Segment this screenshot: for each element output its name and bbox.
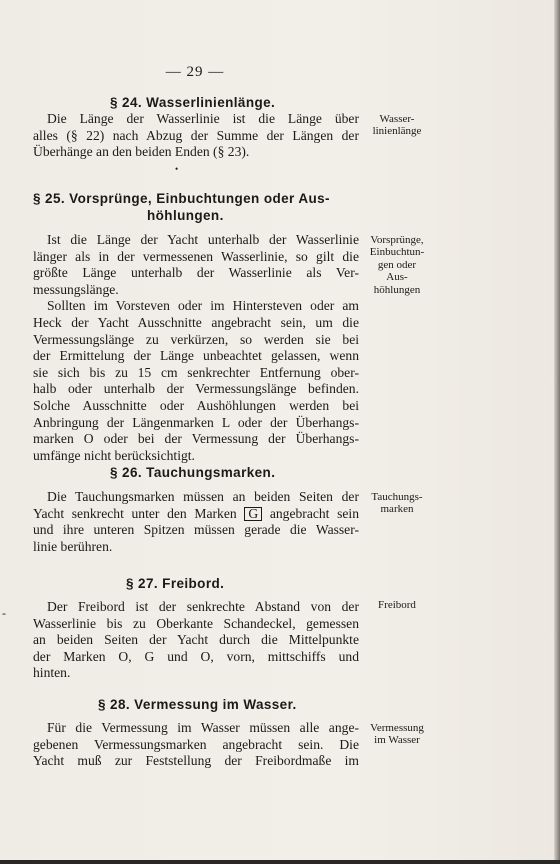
text-line: halb oder unterhalb der Vermessungslänge befinden. xyxy=(33,381,359,397)
text-fragment: Yacht senkrecht unter den Marken xyxy=(33,505,237,521)
text-line: Überhänge an den beiden Enden (§ 23). xyxy=(33,144,250,160)
text-line: Yacht muß zur Feststellung der Freibordmaße im xyxy=(33,753,359,769)
text-line: umfänge nicht berücksichtigt. xyxy=(33,447,195,463)
margin-line: gen oder xyxy=(377,258,417,271)
text-line: länger als in der vermessenen Wasserlinie, so gilt die xyxy=(33,248,359,264)
section-25-heading-line2: höhlungen. xyxy=(147,208,224,223)
margin-line: im Wasser xyxy=(374,734,420,747)
margin-line: marken xyxy=(380,503,414,516)
section-25-text xyxy=(33,232,359,464)
section-28-text xyxy=(33,720,359,770)
boxed-mark-g: G xyxy=(244,507,262,521)
text-line: marken O oder bei der Vermessung der Überhangs- xyxy=(33,431,359,447)
margin-line: Aus- xyxy=(386,271,408,284)
section-28-heading: § 28. Vermessung im Wasser. xyxy=(98,697,297,712)
text-line: Der Freibord ist der senkrechte Abstand von der xyxy=(47,599,359,614)
section-27-text xyxy=(33,599,359,682)
margin-line: Tauchungs- xyxy=(371,491,423,503)
text-line: Heck der Yacht Ausschnitte angebracht sein, um die xyxy=(33,314,359,330)
text-line: Solche Ausschnitte oder Aushöhlungen werden bei xyxy=(33,397,359,413)
text-line: linie berühren. xyxy=(33,538,113,554)
section-25-margin-note xyxy=(362,234,432,296)
margin-line: linienlänge xyxy=(372,125,422,138)
section-26-margin-note xyxy=(362,491,432,516)
ink-speck: • xyxy=(175,164,179,174)
text-line: Die Tauchungsmarken müssen an beiden Seiten der xyxy=(47,489,359,504)
section-24-margin-note xyxy=(362,113,432,138)
text-line: und ihre unteren Spitzen müssen gerade die Wasser- xyxy=(33,522,359,538)
text-line: alles (§ 22) nach Abzug der Summe der Längen der xyxy=(33,127,359,143)
text-line: messungslänge. xyxy=(33,281,119,297)
text-line: Sollten im Vorsteven oder im Hintersteven oder am xyxy=(47,298,359,314)
text-line: der Marken O, G und O, vorn, mittschiffs und xyxy=(33,648,359,664)
section-26-heading: § 26. Tauchungsmarken. xyxy=(110,465,276,480)
margin-line: Vorsprünge, xyxy=(370,234,424,246)
section-28-margin-note xyxy=(362,722,432,747)
section-24-text xyxy=(33,111,359,161)
text-line: hinten. xyxy=(33,665,71,681)
text-line: Ist die Länge der Yacht unterhalb der Wasserlinie xyxy=(47,232,359,247)
margin-mark: - xyxy=(2,606,6,620)
text-line xyxy=(33,506,359,523)
section-27-margin-note xyxy=(362,599,432,611)
page-edge-shadow xyxy=(554,0,560,864)
section-25-heading-line1: § 25. Vorsprünge, Einbuchtungen oder Aus- xyxy=(33,191,330,206)
section-26-text xyxy=(33,489,359,555)
text-line: Wasserlinie bis zu Oberkante Schandeckel, gemessen xyxy=(33,615,359,631)
text-line: der Ermittelung der Länge unbeachtet gelassen, wenn xyxy=(33,348,359,364)
text-line: Anbringung der Längenmarken L oder der Überhangs- xyxy=(33,414,359,430)
text-line: an beiden Seiten der Yacht durch die Mittelpunkte xyxy=(33,632,359,648)
page-bottom-edge xyxy=(0,860,560,864)
text-line: gebenen Vermessungsmarken angebracht sein. Die xyxy=(33,736,359,752)
margin-line: Einbuchtun- xyxy=(369,246,425,259)
margin-line: Wasser- xyxy=(379,113,415,125)
text-line: größte Länge unterhalb der Wasserlinie als Ver- xyxy=(33,265,359,281)
text-line: Die Länge der Wasserlinie ist die Länge über xyxy=(47,111,359,126)
section-24-heading: § 24. Wasserlinienlänge. xyxy=(110,95,276,110)
margin-line: Vermessung xyxy=(370,722,424,734)
text-line: Vermessungslänge zu verkürzen, so werden sie bei xyxy=(33,331,359,347)
text-fragment: angebracht sein xyxy=(269,505,360,521)
text-line: Für die Vermessung im Wasser müssen alle ange- xyxy=(47,720,359,735)
text-line: sie sich bis zu 15 cm senkrechter Entfernung ober- xyxy=(33,364,359,380)
margin-line: Freibord xyxy=(378,599,416,611)
margin-line: höhlungen xyxy=(373,283,421,296)
page-number: — 29 — xyxy=(165,64,225,80)
section-27-heading: § 27. Freibord. xyxy=(126,576,225,591)
